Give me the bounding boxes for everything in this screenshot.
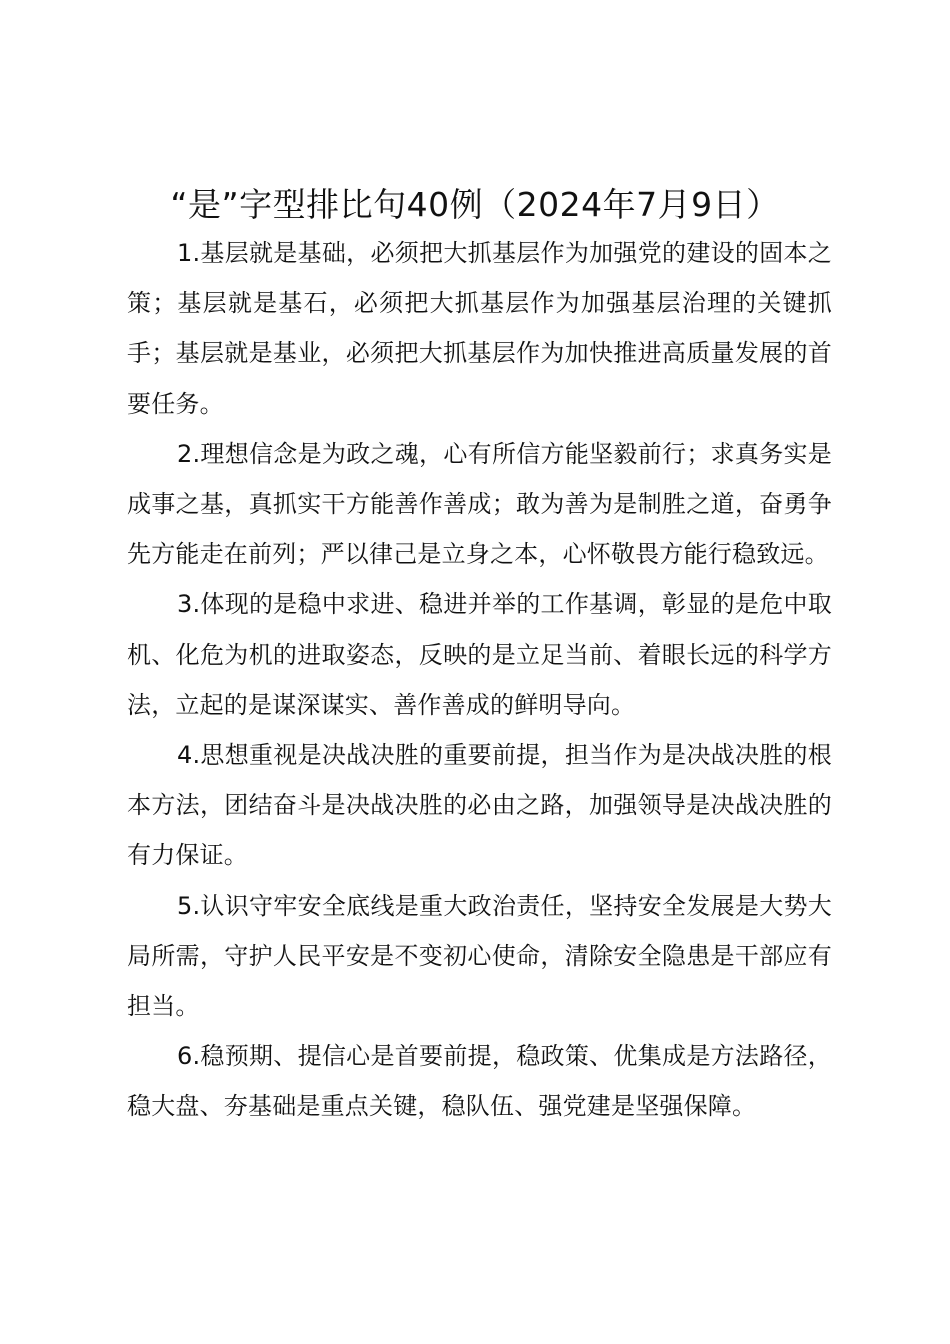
paragraph-5: 5.认识守牢安全底线是重大政治责任，坚持安全发展是大势大局所需，守护人民平安是不变初心使命，清除安全隐患是干部应有担当。 — [127, 891, 832, 1021]
document-title: “是”字型排比句40例（2024年7月9日） — [170, 185, 780, 224]
paragraph-4: 4.思想重视是决战决胜的重要前提，担当作为是决战决胜的根本方法，团结奋斗是决战决胜的必由之路，加强领导是决战决胜的有力保证。 — [127, 741, 832, 870]
paragraph-2: 2.理想信念是为政之魂，心有所信方能坚毅前行；求真务实是成事之基，真抓实干方能善作善成；敢为善为是制胜之道，奋勇争先方能走在前列；严以律己是立身之本，心怀敬畏方能行稳致远。 — [127, 439, 832, 569]
paragraph-6: 6.稳预期、提信心是首要前提，稳政策、优集成是方法路径，稳大盘、夯基础是重点关键，稳队伍、强党建是坚强保障。 — [127, 1042, 832, 1121]
paragraph-1: 1.基层就是基础，必须把大抓基层作为加强党的建设的固本之策；基层就是基石，必须把大抓基层作为加强基层治理的关键抓手；基层就是基业，必须把大抓基层作为加快推进高质量发展的首要任务。 — [127, 239, 832, 418]
paragraph-3: 3.体现的是稳中求进、稳进并举的工作基调，彰显的是危中取机、化危为机的进取姿态，反映的是立足当前、着眼长远的科学方法，立起的是谋深谋实、善作善成的鲜明导向。 — [127, 590, 832, 719]
document-body — [127, 228, 832, 1132]
